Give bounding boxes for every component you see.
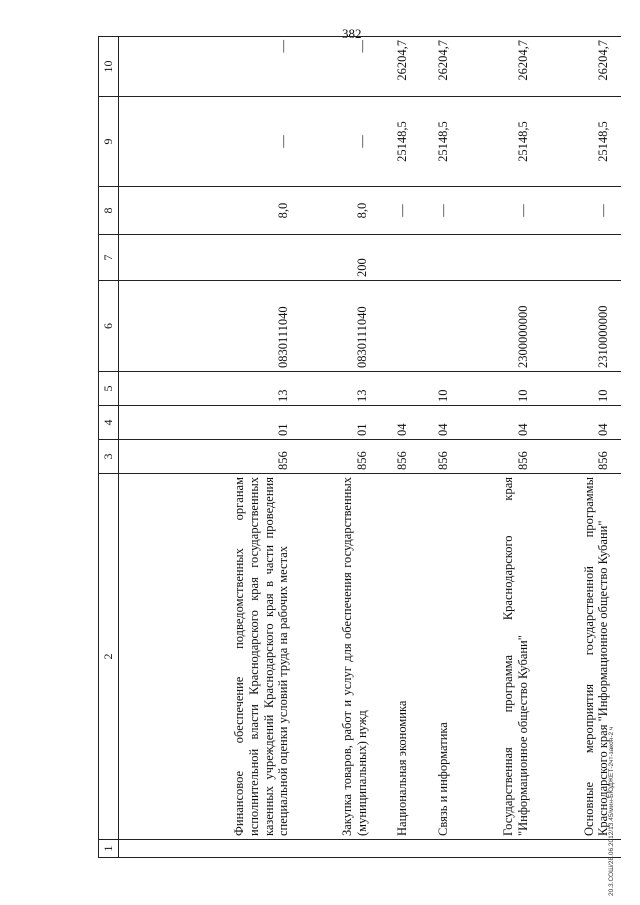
cell-expense-type [461,235,540,281]
cell-section: 04 [540,406,621,440]
cell-target [379,281,420,372]
cell-ved: 856 [301,440,379,474]
cell-section: 04 [461,406,540,440]
cell-ved: 856 [461,440,540,474]
cell-target: 0830111040 [301,281,379,372]
header-col-2: 2 [99,474,119,840]
cell-target: 0830111040 [119,281,302,372]
page-number: 382 [342,26,362,41]
cell-amount-1: — [540,187,621,235]
cell-target: 2310000000 [540,281,621,372]
row-name: Закупка товаров, работ и услуг для обеспечения государственных (муниципальных) нужд [301,474,379,840]
header-col-10: 10 [99,37,119,97]
cell-amount-1: 8,0 [301,187,379,235]
cell-amount-3: 26204,7 [420,37,461,97]
cell-expense-type [379,235,420,281]
cell-amount-1: — [379,187,420,235]
footer-filename: 20.3.СОШ/28.06.2012/13.45/мин-БЮДЖЕТ-2чт-закон-2 ч [608,726,615,896]
cell-target [420,281,461,372]
cell-ved: 856 [379,440,420,474]
cell-amount-1: — [461,187,540,235]
cell-section: 04 [420,406,461,440]
header-col-6: 6 [99,281,119,372]
cell-expense-type: 200 [301,235,379,281]
cell-subsection: 10 [540,372,621,406]
header-col-3: 3 [99,440,119,474]
cell-subsection: 13 [301,372,379,406]
budget-table [98,36,621,858]
cell-subsection: 10 [461,372,540,406]
cell-amount-3: — [301,37,379,97]
table-row [420,37,461,858]
cell-subsection: 13 [119,372,302,406]
cell-ved: 856 [119,440,302,474]
table-row [379,37,420,858]
cell-amount-1: 8,0 [119,187,302,235]
cell-target: 2300000000 [461,281,540,372]
cell-subsection [379,372,420,406]
header-col-5: 5 [99,372,119,406]
cell-subsection: 10 [420,372,461,406]
cell-amount-2: 25148,5 [461,97,540,187]
cell-section: 04 [379,406,420,440]
cell-amount-3: 26204,7 [540,37,621,97]
cell-ved: 856 [420,440,461,474]
cell-ved: 856 [540,440,621,474]
header-col-7: 7 [99,235,119,281]
row-name: Государственная программа Краснодарского края "Информационное общество Кубани" [461,474,540,840]
cell-amount-2: 25148,5 [379,97,420,187]
cell-expense-type [420,235,461,281]
cell-amount-2: — [119,97,302,187]
row-name: Финансовое обеспечение подведомственных органам исполнительной власти Краснодарского края государственных казенных учреждений Краснодарского края в части проведения специальной оценки условий труда на рабочих местах [119,474,302,840]
table-row [461,37,540,858]
cell-amount-3: 26204,7 [379,37,420,97]
table-row [119,37,302,858]
header-col-8: 8 [99,187,119,235]
cell-amount-3: — [119,37,302,97]
cell-amount-2: — [301,97,379,187]
header-row [99,37,119,858]
row-name: Национальная экономика [379,474,420,840]
cell-amount-3: 26204,7 [461,37,540,97]
cell-section: 01 [301,406,379,440]
cell-expense-type [119,235,302,281]
row-name: Связь и информатика [420,474,461,840]
header-col-1: 1 [99,840,119,858]
cell-amount-1: — [420,187,461,235]
header-col-9: 9 [99,97,119,187]
cell-amount-2: 25148,5 [420,97,461,187]
row-name: Основные мероприятия государственной программы Краснодарского края "Информационное общество Кубани" [540,474,621,840]
cell-amount-2: 25148,5 [540,97,621,187]
table-row [301,37,379,858]
cell-section: 01 [119,406,302,440]
header-col-4: 4 [99,406,119,440]
